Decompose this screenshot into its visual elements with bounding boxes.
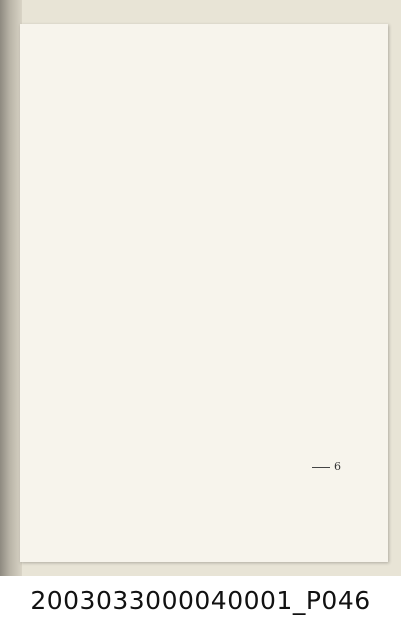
text-line	[265, 72, 278, 512]
text-line	[280, 72, 293, 512]
text-line	[310, 72, 323, 512]
page-number	[312, 460, 343, 473]
text-line	[113, 72, 126, 512]
text-line	[144, 72, 157, 512]
text-line	[295, 72, 308, 512]
catalog-id-label: 2003033000040001_P046	[30, 586, 371, 615]
text-line	[204, 72, 217, 512]
text-line	[249, 72, 262, 512]
text-line	[159, 72, 172, 512]
vertical-text-block	[53, 72, 323, 512]
text-line	[98, 72, 111, 512]
book-spine-shadow	[0, 0, 22, 576]
text-line	[234, 72, 247, 512]
text-line	[129, 72, 142, 512]
text-line	[83, 72, 96, 512]
page-number-dash	[312, 467, 330, 468]
text-line	[189, 72, 202, 512]
text-line	[219, 72, 232, 512]
text-line	[68, 72, 81, 512]
page-number-value: 6	[334, 460, 343, 473]
book-page	[20, 24, 388, 562]
text-line	[53, 72, 66, 512]
text-line	[174, 72, 187, 512]
